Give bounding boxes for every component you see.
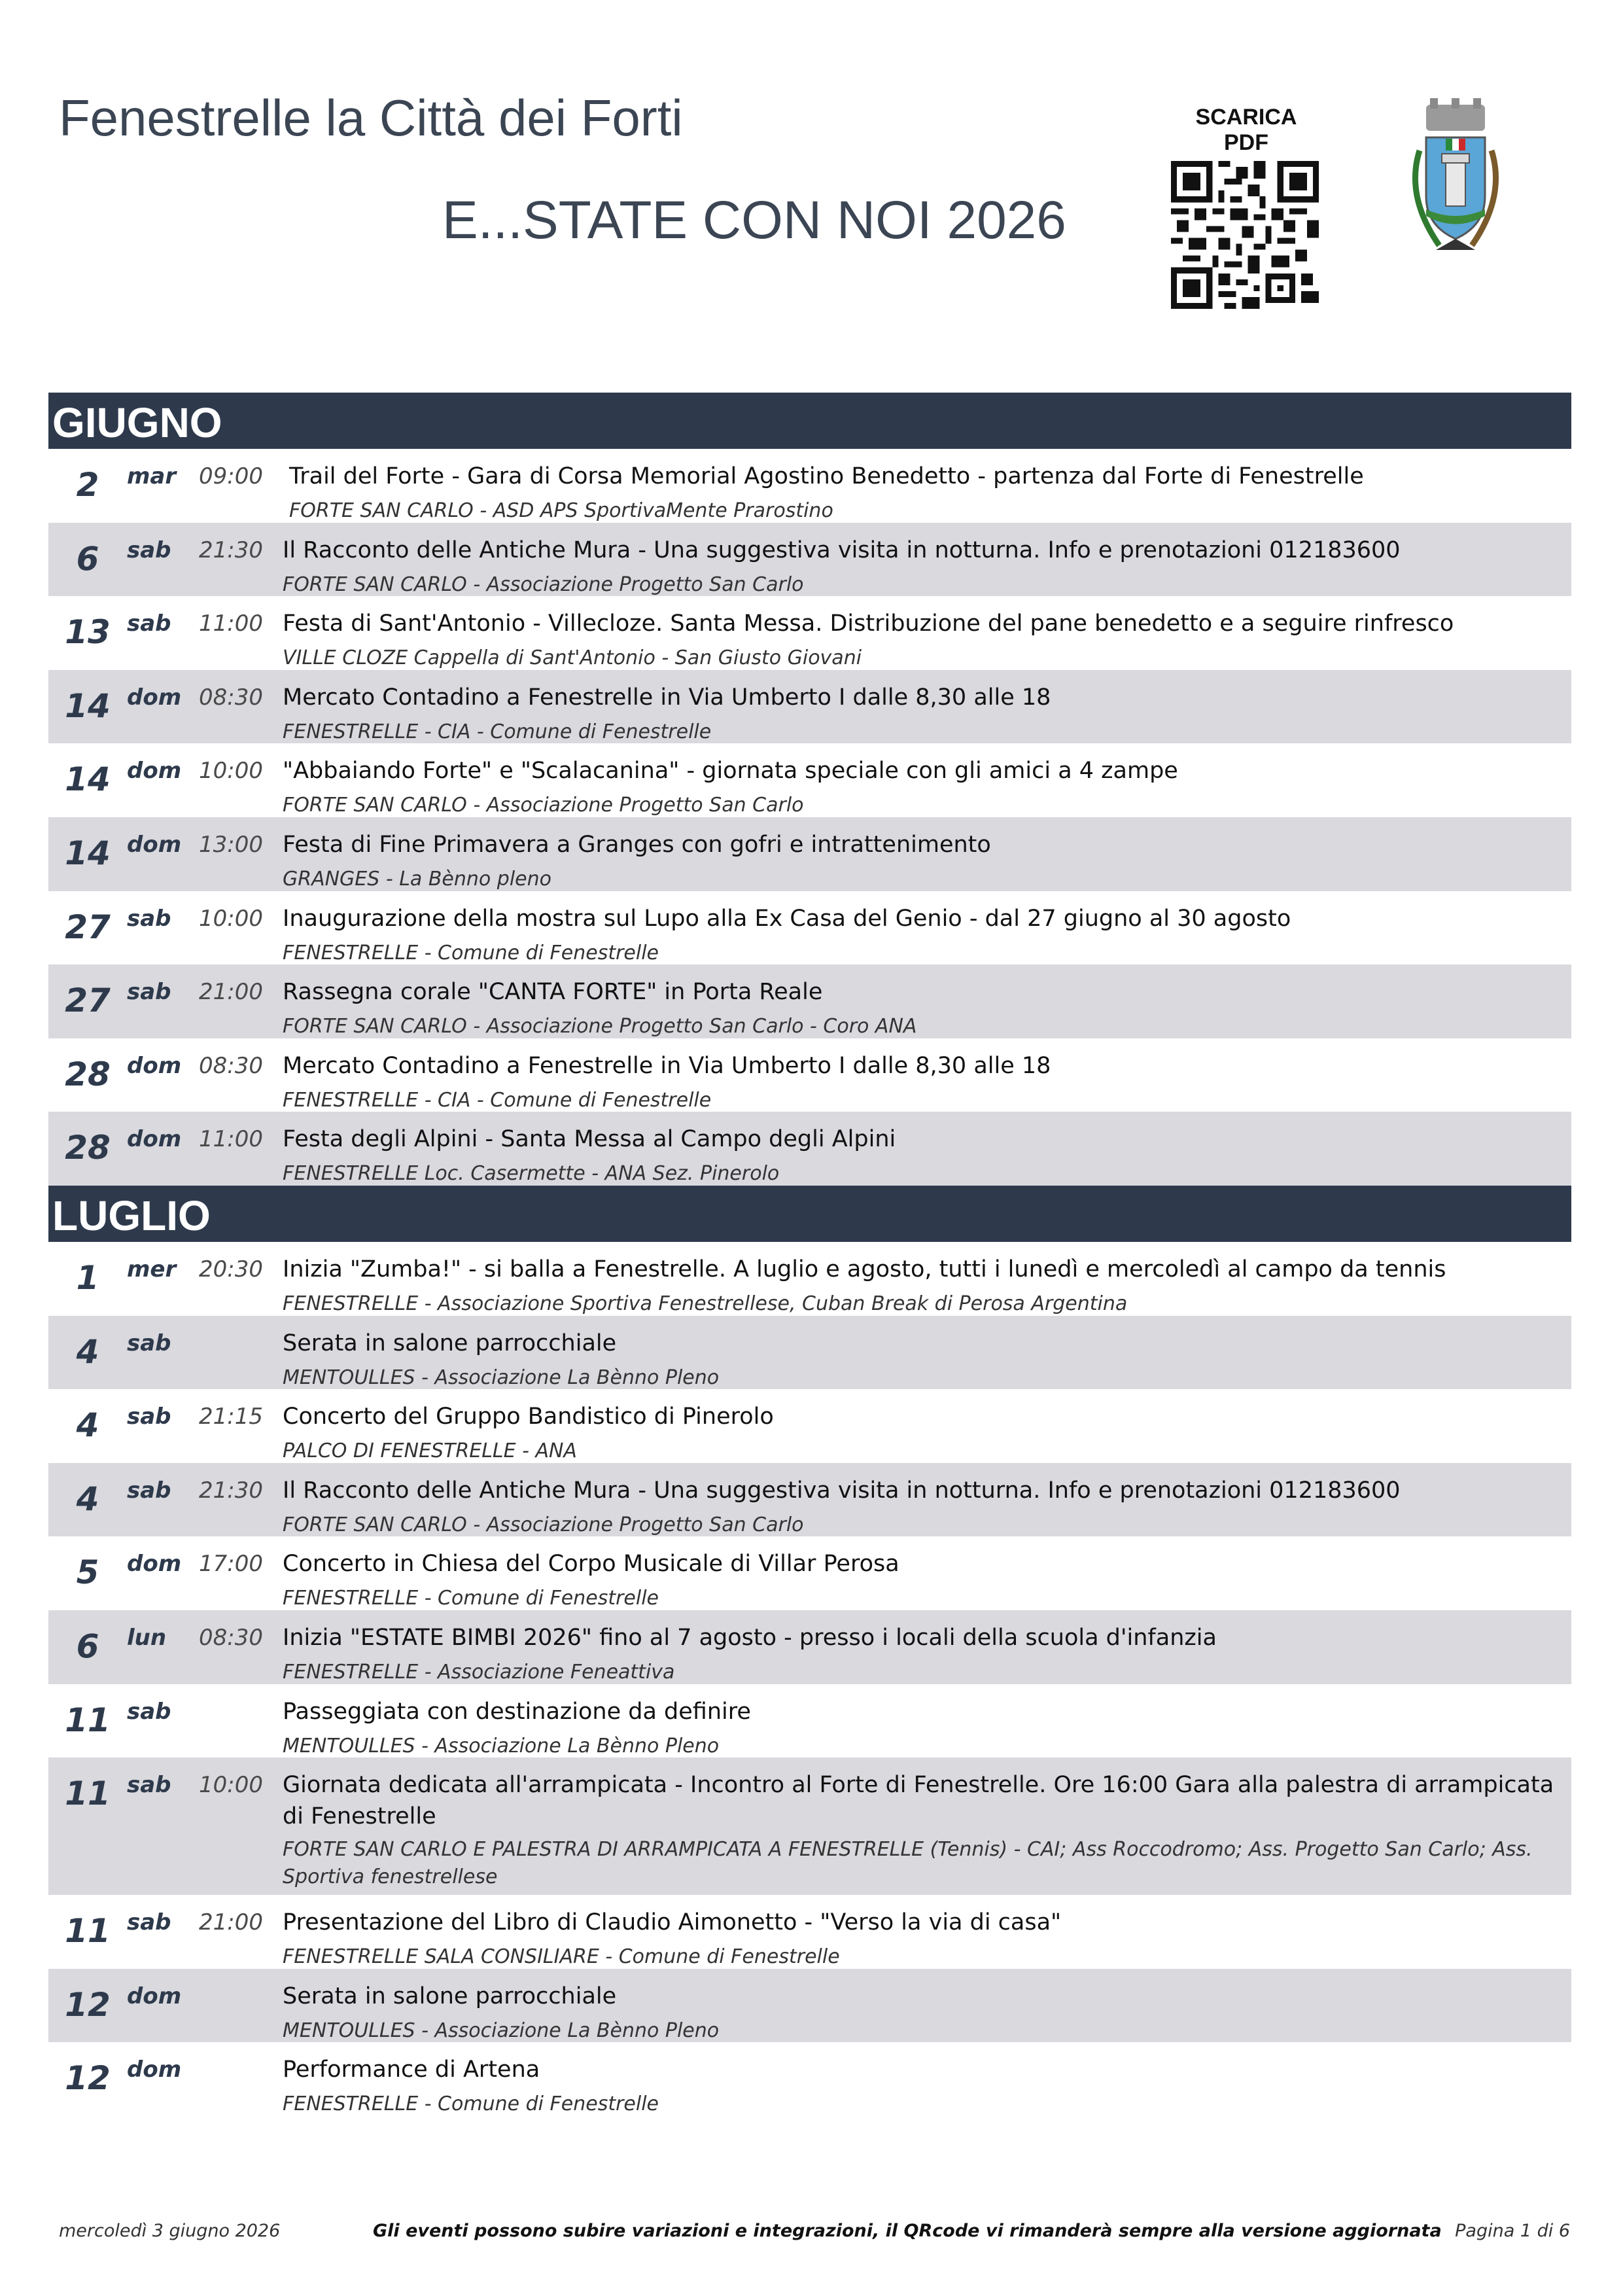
event-row [48,449,1571,523]
event-title: Inaugurazione della mostra sul Lupo alla Ex Casa del Genio - dal 27 giugno al 30 agosto [283,905,1291,932]
event-place: PALCO DI FENESTRELLE - ANA [283,1439,577,1463]
event-day: 14 [65,834,111,872]
event-row [48,1463,1571,1537]
footer-page: Pagina 1 di 6 [1455,2221,1570,2241]
event-title: "Abbaiando Forte" e "Scalacanina" - giornata speciale con gli amici a 4 zampe [283,758,1178,785]
event-time: 21:30 [199,537,263,563]
event-weekday: sab [127,979,171,1006]
event-time: 08:30 [199,1052,263,1079]
event-title: Rassegna corale "CANTA FORTE" in Porta Reale [283,979,823,1006]
event-weekday: sab [127,1404,171,1430]
month-header: LUGLIO [48,1186,1571,1242]
event-row [48,743,1571,817]
page-subtitle: E...STATE CON NOI 2026 [442,190,1066,250]
event-day: 28 [65,1055,111,1093]
event-weekday: dom [127,684,182,711]
event-weekday: lun [127,1624,167,1651]
event-row [48,1536,1571,1610]
event-day: 5 [76,1553,99,1592]
event-title: Trail del Forte - Gara di Corsa Memorial Agostino Benedetto - partenza dal Forte di Fenestrelle [289,463,1364,489]
event-day: 14 [65,760,111,799]
event-day: 11 [65,1912,111,1951]
event-title: Il Racconto delle Antiche Mura - Una suggestiva visita in notturna. Info e prenotazioni 012183600 [283,1477,1401,1504]
event-place: FORTE SAN CARLO - ASD APS SportivaMente Prarostino [289,499,833,522]
event-time: 09:00 [199,463,263,489]
footer-note: Gli eventi possono subire variazioni e integrazioni, il QRcode vi rimanderà sempre alla versione aggiornata [373,2221,1442,2241]
qr-label: SCARICA PDF [1195,105,1297,155]
events-calendar [48,393,1571,2116]
event-title: Passeggiata con destinazione da definire [283,1698,751,1725]
event-place: FORTE SAN CARLO - Associazione Progetto San Carlo [283,794,804,817]
municipal-crest-icon [1400,98,1511,262]
event-row [48,1112,1571,1186]
event-row [48,964,1571,1038]
event-day: 14 [65,686,111,725]
event-day: 11 [65,1775,111,1813]
event-place: MENTOULLES - Associazione La Bènno Pleno [283,1734,720,1757]
event-row [48,1757,1571,1895]
page-title: Fenestrelle la Città dei Forti [59,89,683,147]
event-row [48,1610,1571,1684]
event-day: 28 [65,1129,111,1167]
event-day: 6 [76,1627,99,1665]
event-place: FENESTRELLE - Comune di Fenestrelle [283,941,659,964]
event-day: 2 [76,466,99,504]
event-weekday: mar [127,463,177,489]
event-title: Serata in salone parrocchiale [283,1983,617,2009]
event-title: Festa degli Alpini - Santa Messa al Campo degli Alpini [283,1126,896,1153]
event-place: FENESTRELLE - Comune di Fenestrelle [283,2093,659,2116]
event-weekday: sab [127,1477,171,1504]
event-time: 21:00 [199,979,263,1006]
event-title: Il Racconto delle Antiche Mura - Una suggestiva visita in notturna. Info e prenotazioni 012183600 [283,537,1401,563]
event-weekday: dom [127,831,182,858]
event-day: 11 [65,1701,111,1739]
event-weekday: dom [127,1551,182,1578]
event-weekday: sab [127,1698,171,1725]
event-title: Giornata dedicata all'arrampicata - Incontro al Forte di Fenestrelle. Ore 16:00 Gara alla palestra di arrampicata di Fenestrelle [283,1772,1554,1830]
event-time: 10:00 [199,1772,263,1799]
event-day: 4 [76,1406,99,1445]
event-weekday: dom [127,2057,182,2083]
event-time: 08:30 [199,1624,263,1651]
event-weekday: sab [127,1909,171,1936]
event-place: FENESTRELLE - CIA - Comune di Fenestrelle [283,1088,712,1112]
event-day: 1 [76,1258,99,1297]
event-row [48,1038,1571,1112]
event-weekday: dom [127,758,182,785]
event-place: FENESTRELLE - Associazione Sportiva Fenestrellese, Cuban Break di Perosa Argentina [283,1292,1128,1315]
event-title: Mercato Contadino a Fenestrelle in Via Umberto I dalle 8,30 alle 18 [283,684,1051,711]
event-row [48,891,1571,965]
month-header: GIUGNO [48,393,1571,449]
event-weekday: sab [127,1772,171,1799]
event-row [48,596,1571,670]
event-weekday: dom [127,1126,182,1153]
event-day: 6 [76,539,99,578]
event-place: FENESTRELLE - Comune di Fenestrelle [283,1587,659,1610]
event-time: 17:00 [199,1551,263,1578]
event-title: Serata in salone parrocchiale [283,1330,617,1356]
event-title: Concerto in Chiesa del Corpo Musicale di Villar Perosa [283,1551,899,1578]
event-row [48,1969,1571,2043]
event-day: 12 [65,2059,111,2098]
event-row [48,1684,1571,1758]
event-title: Inizia "ESTATE BIMBI 2026" fino al 7 agosto - presso i locali della scuola d'infanzia [283,1624,1217,1651]
event-place: MENTOULLES - Associazione La Bènno Pleno [283,1366,720,1389]
event-place: FENESTRELLE - Associazione Feneattiva [283,1660,675,1684]
event-row [48,817,1571,891]
event-place: FENESTRELLE SALA CONSILIARE - Comune di Fenestrelle [283,1945,840,1969]
event-weekday: sab [127,905,171,932]
event-time: 11:00 [199,1126,263,1153]
event-place: FENESTRELLE Loc. Casermette - ANA Sez. Pinerolo [283,1162,780,1186]
event-time: 21:00 [199,1909,263,1936]
event-weekday: mer [127,1256,177,1282]
event-day: 27 [65,908,111,946]
footer-date: mercoledì 3 giugno 2026 [59,2221,281,2241]
event-time: 11:00 [199,610,263,637]
event-time: 10:00 [199,905,263,932]
event-time: 21:30 [199,1477,263,1504]
event-row [48,1316,1571,1390]
page-footer [59,2221,1570,2247]
event-place: MENTOULLES - Associazione La Bènno Pleno [283,2019,720,2042]
event-title: Inizia "Zumba!" - si balla a Fenestrelle. A luglio e agosto, tutti i lunedì e mercoledì al campo da tennis [283,1256,1446,1282]
qr-code-icon[interactable] [1171,161,1319,309]
event-day: 4 [76,1332,99,1371]
event-weekday: sab [127,537,171,563]
event-place: GRANGES - La Bènno pleno [283,867,551,891]
event-title: Festa di Sant'Antonio - Villecloze. Santa Messa. Distribuzione del pane benedetto e a seguire rinfresco [283,610,1454,637]
event-day: 12 [65,1985,111,2024]
event-row [48,1895,1571,1969]
event-row [48,1242,1571,1316]
event-time: 10:00 [199,758,263,785]
event-title: Concerto del Gruppo Bandistico di Pinerolo [283,1404,774,1430]
event-place: FORTE SAN CARLO - Associazione Progetto San Carlo [283,573,804,596]
event-title: Mercato Contadino a Fenestrelle in Via Umberto I dalle 8,30 alle 18 [283,1052,1051,1079]
event-row [48,2042,1571,2116]
event-place: FORTE SAN CARLO - Associazione Progetto San Carlo - Coro ANA [283,1015,917,1038]
event-time: 20:30 [199,1256,263,1282]
event-weekday: sab [127,1330,171,1356]
event-time: 21:15 [199,1404,263,1430]
event-day: 4 [76,1479,99,1518]
event-time: 13:00 [199,831,263,858]
event-day: 27 [65,981,111,1020]
event-title: Performance di Artena [283,2057,540,2083]
event-row [48,523,1571,597]
event-row [48,670,1571,744]
event-place: FENESTRELLE - CIA - Comune di Fenestrelle [283,720,712,743]
event-row [48,1389,1571,1463]
event-place: VILLE CLOZE Cappella di Sant'Antonio - San Giusto Giovani [283,646,862,670]
event-title: Presentazione del Libro di Claudio Aimonetto - "Verso la via di casa" [283,1909,1062,1936]
event-day: 13 [65,613,111,652]
event-weekday: dom [127,1052,182,1079]
event-time: 08:30 [199,684,263,711]
event-weekday: dom [127,1983,182,2009]
event-title: Festa di Fine Primavera a Granges con gofri e intrattenimento [283,831,991,858]
qr-download[interactable] [1171,105,1321,309]
event-place: FORTE SAN CARLO E PALESTRA DI ARRAMPICATA A FENESTRELLE (Tennis) - CAI; Ass Roccodromo; Ass. Progetto San Carlo; Ass. Sportiva fenestrellese [283,1838,1533,1889]
event-place: FORTE SAN CARLO - Associazione Progetto San Carlo [283,1513,804,1536]
event-weekday: sab [127,610,171,637]
